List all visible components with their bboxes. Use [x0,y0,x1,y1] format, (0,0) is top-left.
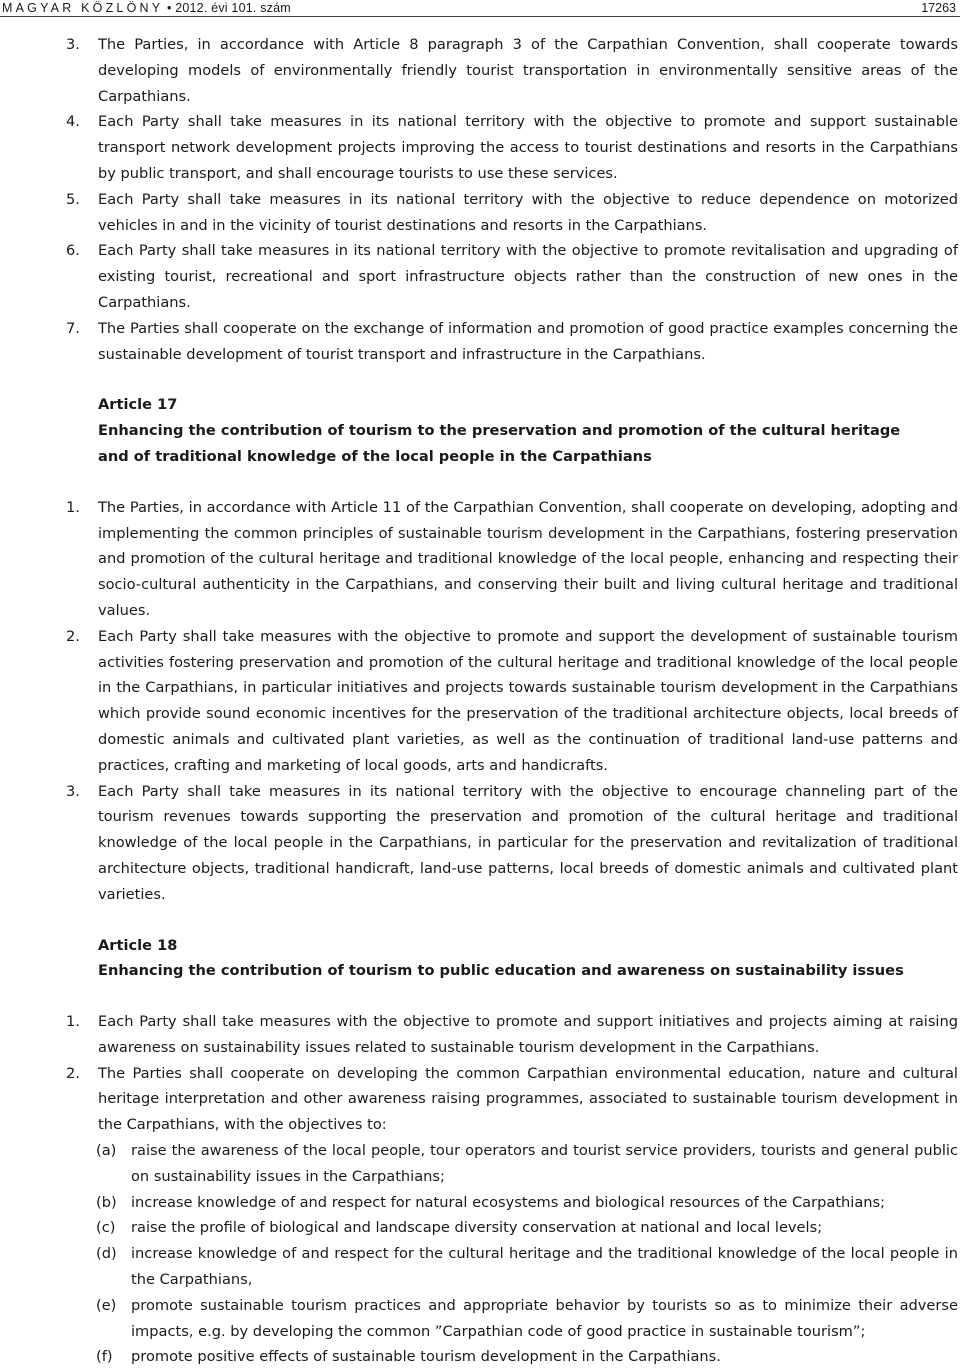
item-text: Each Party shall take measures with the objective to promote and support initiatives and projects aiming at raising awareness on sustainability issues related to sustainable tourism development in the Carpathians. [98,1013,958,1056]
sub-item [0,1241,958,1293]
list-item [0,495,958,624]
item-text: The Parties shall cooperate on the exchange of information and promotion of good practice examples concerning the sustainable development of tourist transport and infrastructure in the Carpathians. [98,319,958,363]
sub-item-text: increase knowledge of and respect for the cultural heritage and the traditional knowledge of the local people in the Carpathians, [131,1245,958,1289]
list-item [0,238,958,315]
article-18-heading [0,933,958,985]
sub-item-text: raise the profile of biological and landscape diversity conservation at national and local levels; [131,1219,823,1237]
list-item [0,1009,958,1061]
sub-item-text: promote sustainable tourism practices and appropriate behavior by tourists so as to minimize their adverse impacts, e.g. by developing the common ”Carpathian code of good practice in sustainable tourism”; [131,1296,958,1340]
sub-item [0,1190,958,1216]
list-item [0,779,958,908]
item-number: 3. [66,782,80,800]
item-text: Each Party shall take measures in its national territory with the objective to encourage channeling part of the tourism revenues towards supporting the preservation and promotion of the cultural heritage and traditional knowledge of the local people in the Carpathians, in particular for the preservation and revitalization of traditional architecture objects, traditional handicraft, land-use patterns, local breeds of domestic animals and cultivated plant varieties. [98,782,958,903]
list-item [0,187,958,239]
list-item [0,316,958,368]
sub-item [0,1344,958,1370]
section-transport [0,32,958,367]
item-number: 4. [66,113,80,131]
item-text: The Parties, in accordance with Article 11 of the Carpathian Convention, shall cooperate on developing, adopting and implementing the common principles of sustainable tourism development in the Carpathians, fostering preservation and promotion of the cultural heritage and traditional knowledge of the local people, enhancing and respecting their socio-cultural authenticity in the Carpathians, and conserving their built and living cultural heritage and traditional values. [98,498,958,619]
article-title: Enhancing the contribution of tourism to the preservation and promotion of the cultural heritage and of traditional knowledge of the local people in the Carpathians [98,422,901,465]
sub-item [0,1215,958,1241]
item-text: Each Party shall take measures in its national territory with the objective to promote and support sustainable transport network development projects improving the access to tourist destinations and resorts in the Carpathians by public transport, and shall encourage tourists to use these services. [98,113,958,182]
sub-item-label: (b) [96,1193,117,1211]
item-text: Each Party shall take measures in its national territory with the objective to reduce dependence on motorized vehicles in and in the vicinity of tourist destinations and resorts in the Carpathians. [98,190,958,234]
sub-item [0,1138,958,1190]
item-number: 1. [66,498,80,516]
sub-item-text: promote positive effects of sustainable tourism development in the Carpathians. [131,1348,721,1366]
article-17-body [0,495,958,908]
list-item [0,32,958,109]
item-number: 7. [66,319,80,337]
list-item [0,624,958,779]
sub-item-label: (a) [96,1142,117,1160]
header-left [2,1,291,15]
item-number: 2. [66,1064,80,1082]
list-item [0,1061,958,1138]
item-number: 2. [66,627,80,645]
bullet-separator: • [166,1,172,15]
item-text: Each Party shall take measures with the objective to promote and support the development of sustainable tourism activities fostering preservation and promotion of the cultural heritage and traditional knowledge of the local people in the Carpathians, in particular initiatives and projects towards sustainable tourism development in the Carpathians which provide sound economic incentives for the preservation of the traditional architecture objects, local breeds of domestic animals and cultivated plant varieties, as well as the continuation of traditional land-use patterns and practices, crafting and marketing of local goods, arts and handicrafts. [98,627,958,774]
sub-item-label: (f) [96,1348,113,1366]
publication-name: MAGYAR KÖZLÖNY [2,1,164,15]
sub-item-text: increase knowledge of and respect for natural ecosystems and biological resources of the Carpathians; [131,1193,886,1211]
sub-item-text: raise the awareness of the local people, tour operators and tourist service providers, tourists and general public on sustainability issues in the Carpathians; [131,1142,958,1185]
article-label: Article 18 [98,936,178,954]
article-18-body [0,1009,958,1370]
article-label: Article 17 [98,396,178,414]
page-header [0,0,960,20]
item-text: The Parties, in accordance with Article 8 paragraph 3 of the Carpathian Convention, shall cooperate towards developing models of environmentally friendly tourist transportation in environmentally sensitive areas of the Carpathians. [98,36,958,105]
item-text: The Parties shall cooperate on developing the common Carpathian environmental education, nature and cultural heritage interpretation and other awareness raising programmes, associated to sustainable tourism development in the Carpathians, with the objectives to: [98,1064,958,1134]
sub-item-label: (c) [96,1219,116,1237]
article-17-heading [0,392,958,469]
article-title: Enhancing the contribution of tourism to public education and awareness on sustainability issues [98,962,904,980]
list-item [0,109,958,186]
item-number: 3. [66,36,80,53]
item-number: 5. [66,190,80,208]
sub-item [0,1293,958,1345]
issue-label: 2012. évi 101. szám [175,1,291,15]
header-rule [0,16,960,17]
sub-item-label: (e) [96,1296,117,1314]
page-number: 17263 [921,1,956,15]
document-body [0,32,958,1370]
item-text: Each Party shall take measures in its national territory with the objective to promote revitalisation and upgrading of existing tourist, recreational and sport infrastructure objects rather than the construction of new ones in the Carpathians. [98,242,958,311]
item-number: 1. [66,1013,80,1031]
sub-item-label: (d) [96,1245,117,1263]
item-number: 6. [66,242,80,260]
